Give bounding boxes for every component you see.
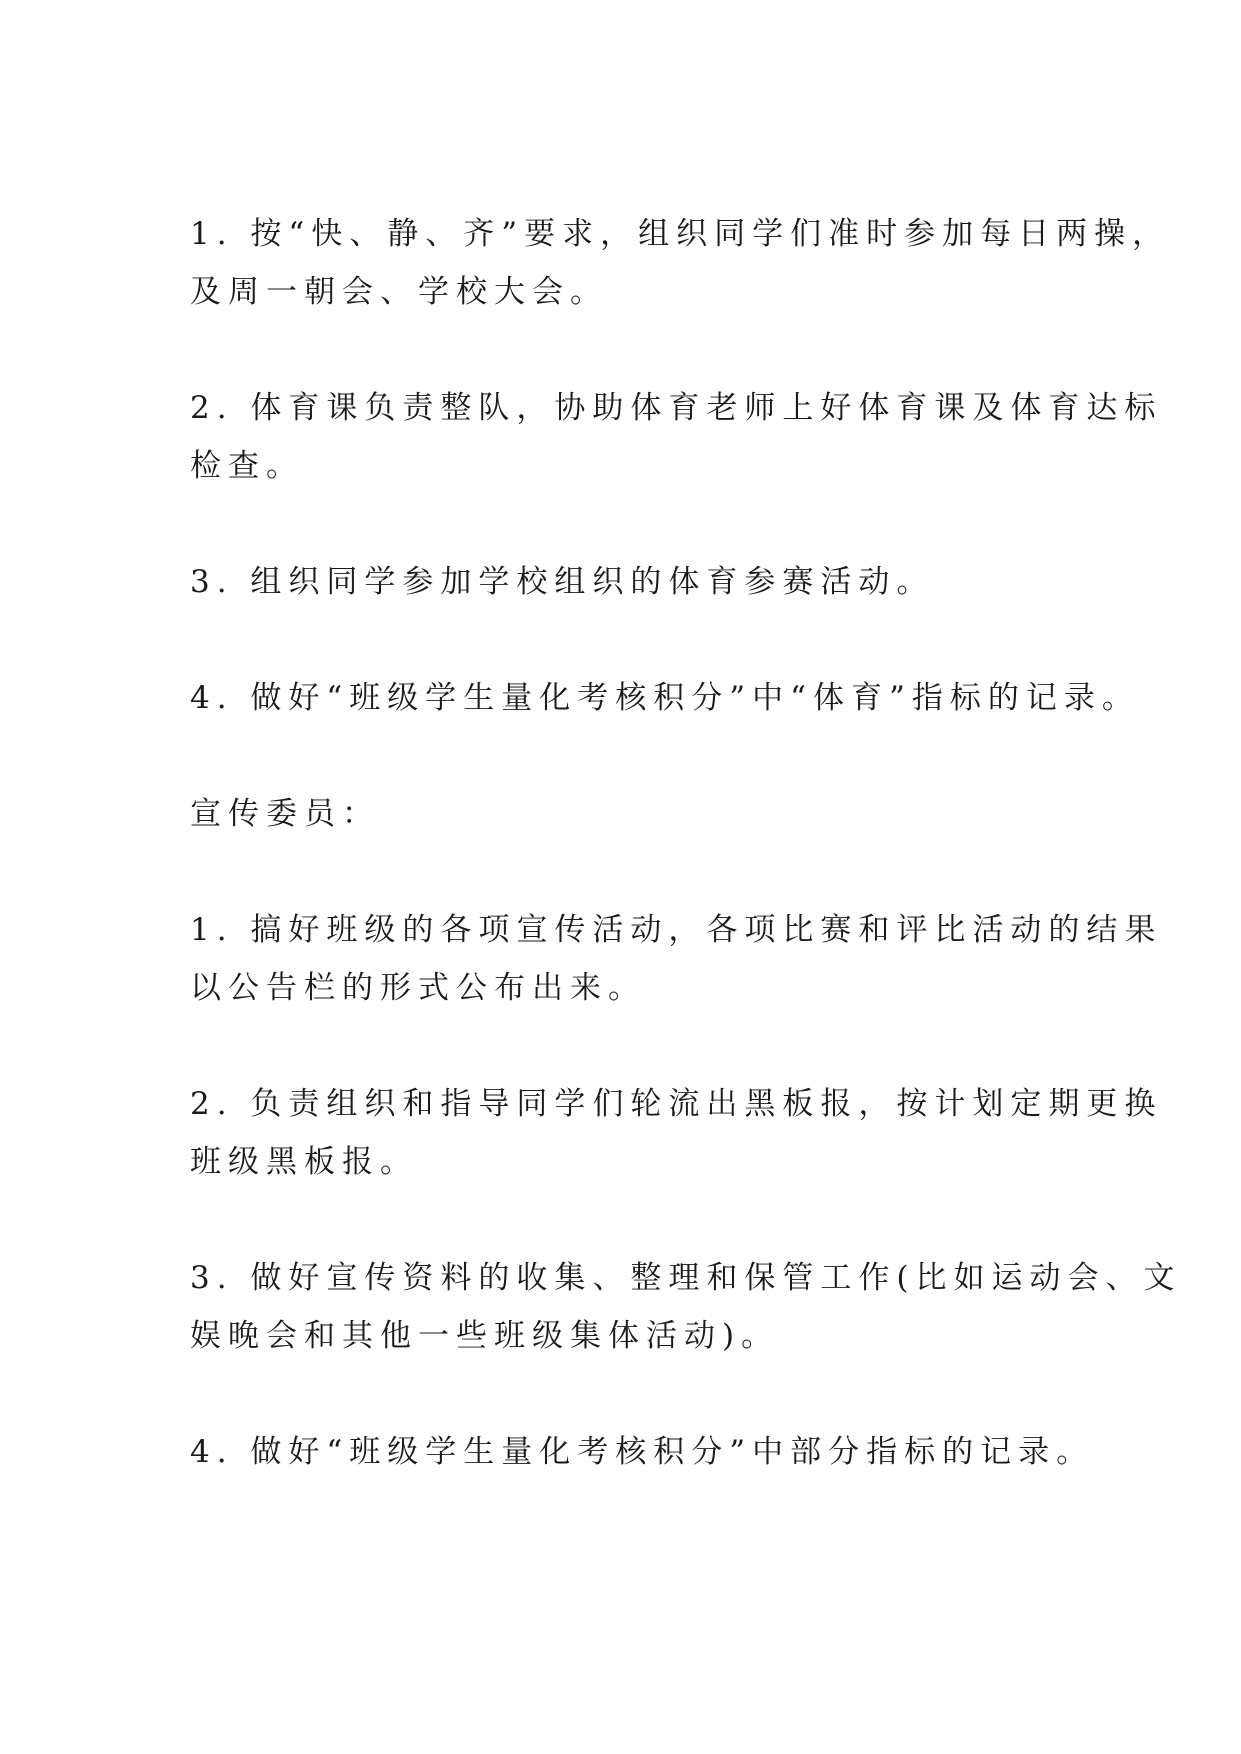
text-line: 4. 做好“班级学生量化考核积分”中“体育”指标的记录。 [190, 680, 1140, 716]
paragraph-sports-duty-1 [190, 205, 1171, 321]
paragraph-publicity-duty-2 [190, 1075, 1163, 1191]
text-line: 及周一朝会、学校大会。 [190, 274, 608, 310]
paragraph-publicity-duty-4 [190, 1423, 1095, 1481]
paragraph-publicity-duty-1 [190, 901, 1163, 1017]
text-line: 检查。 [190, 448, 304, 484]
text-line: 以公告栏的形式公布出来。 [190, 970, 646, 1006]
text-line: 3. 组织同学参加学校组织的体育参赛活动。 [190, 564, 935, 600]
text-line: 3. 做好宣传资料的收集、整理和保管工作(比如运动会、文 [190, 1260, 1182, 1296]
section-heading-publicity [190, 785, 1090, 843]
text-line: 娱晚会和其他一些班级集体活动)。 [190, 1318, 780, 1354]
paragraph-sports-duty-4 [190, 669, 1140, 727]
text-line: 4. 做好“班级学生量化考核积分”中部分指标的记录。 [190, 1434, 1095, 1470]
paragraph-publicity-duty-3 [190, 1249, 1182, 1365]
text-line: 2. 负责组织和指导同学们轮流出黑板报，按计划定期更换 [190, 1086, 1163, 1122]
document-body [190, 205, 1182, 1539]
text-line: 班级黑板报。 [190, 1144, 418, 1180]
text-line: 2. 体育课负责整队，协助体育老师上好体育课及体育达标 [190, 390, 1163, 426]
text-line: 1. 搞好班级的各项宣传活动，各项比赛和评比活动的结果 [190, 912, 1163, 948]
paragraph-sports-duty-3 [190, 553, 1090, 611]
paragraph-sports-duty-2 [190, 379, 1163, 495]
heading-text: 宣传委员： [190, 796, 380, 832]
text-line: 1. 按“快、静、齐”要求，组织同学们准时参加每日两操， [190, 216, 1171, 252]
